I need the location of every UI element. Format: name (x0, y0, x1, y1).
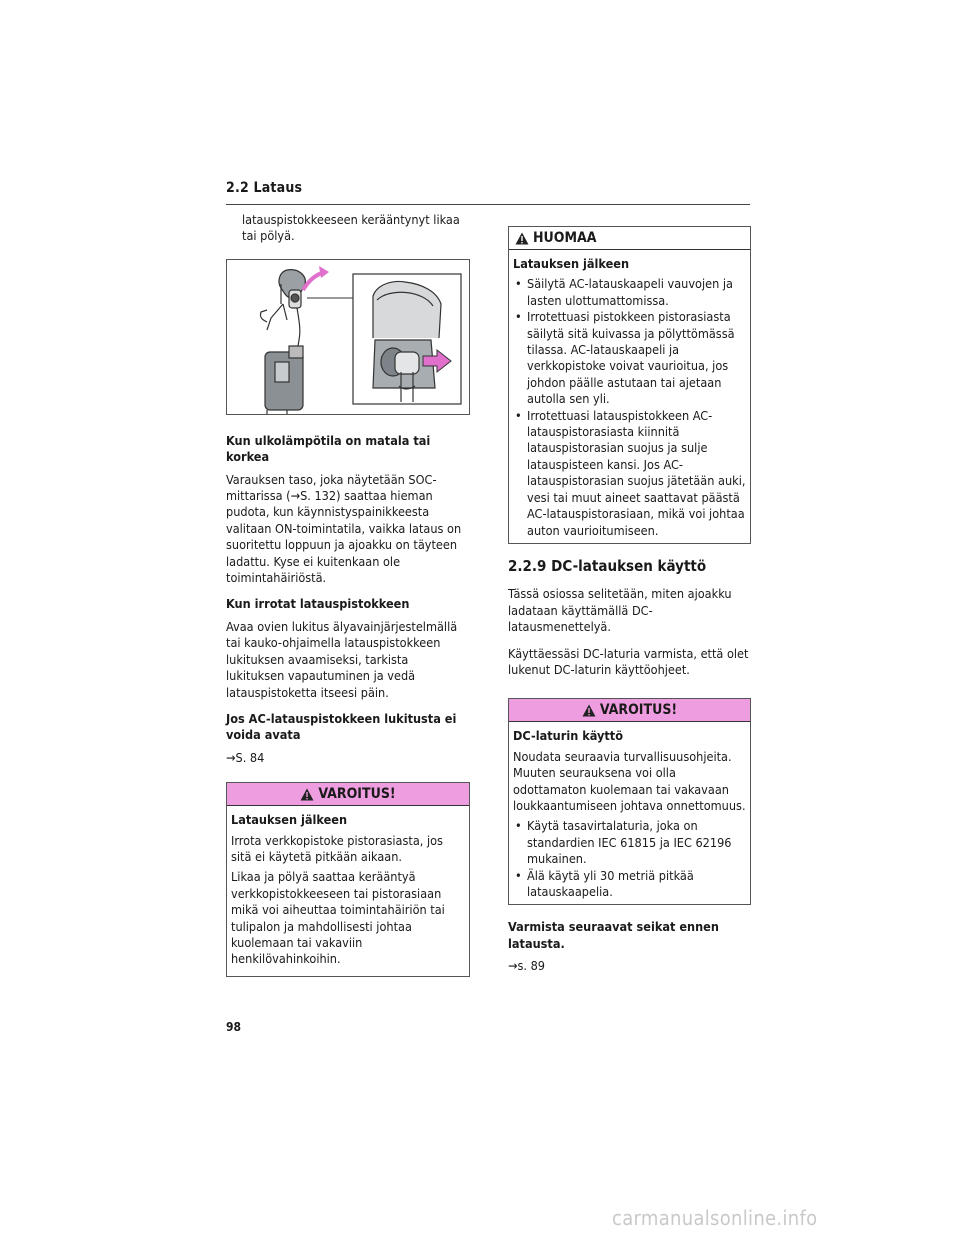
warning-title-bar (509, 699, 750, 722)
charging-plug-figure (226, 259, 470, 415)
list-item: • Älä käytä yli 30 metriä pitkää latauskaapelia. (513, 868, 746, 901)
list-item: • Säilytä AC-latauskaapeli vauvojen ja lasten ulottumattomissa. (513, 276, 746, 309)
warning-subtitle: Latauksen jälkeen (231, 812, 348, 828)
check-heading: Varmista seuraavat seikat ennen latausta. (508, 919, 719, 951)
warning-text: Noudata seuraavia turvallisuusohjeita. Muuten seurauksena voi olla odottamaton kuolemaan tai vakavaan loukkaantumiseen johtava onnettomuus. (513, 748, 746, 813)
warning-subtitle: DC-laturin käyttö (513, 728, 623, 744)
list-item: • Irrotettuasi latauspistokkeen AC-latauspistorasiasta kiinnitä latauspistorasian suojus ja sulje latauspisteen kansi. Jos AC-latauspistorasian suojus jätetään auki, vesi tai muut aineet saattavat päästä AC-latauspistorasiaan, mikä voi johtaa auton vaurioitumiseen. (513, 408, 746, 539)
dc-section-title: 2.2.9 DC-latauksen käyttö (508, 556, 707, 575)
charging-plug-lock-release-illustration (227, 260, 469, 414)
notice-title: HUOMAA (533, 229, 597, 246)
warning-title: VAROITUS! (318, 785, 396, 802)
warning-triangle-icon (300, 788, 314, 801)
list-item: • Irrotettuasi pistokkeen pistorasiasta säilytä sitä kuivassa ja pölyttömässä tilassa. AC-latauskaapeli ja verkkopistoke voivat vaurioitua, jos johdon päälle astutaan tai ajetaan autolla sen yli. (513, 309, 746, 407)
low-temp-text: Varauksen taso, joka näytetään SOC-mittarissa (→S. 132) saattaa hieman pudota, kun käynnistyspainikkeesta valitaan ON-toimintatila, vaikka lataus on suoritettu loppuun ja ajoakku on täyteen ladattu. Kyse ei kuitenkaan ole toimintahäiriöstä. (226, 471, 462, 586)
intro-text: latauspistokkeeseen kerääntynyt likaa tai pölyä. (242, 212, 460, 244)
warning-box-left (226, 782, 470, 977)
warning-box-right (508, 698, 751, 905)
notice-title-bar (509, 227, 750, 250)
lock-release-ref: →S. 84 (226, 749, 265, 765)
section-title: 2.2 Lataus (226, 180, 303, 196)
watermark-text: carmanualsonline.info (612, 1206, 818, 1230)
remove-plug-text: Avaa ovien lukitus älyavainjärjestelmällä tai kauko-ohjaimella latauspistokkeen lukituksen avaamiseksi, tarkista lukituksen vapautuminen ja vedä latauspistoketta itseesi päin. (226, 618, 458, 700)
page-number: 98 (226, 1020, 242, 1034)
check-ref: →s. 89 (508, 958, 546, 974)
dc-intro-text: Tässä osiossa selitetään, miten ajoakku ladataan käyttämällä DC-latausmenettelyä. (508, 586, 732, 635)
list-item: • Käytä tasavirtalaturia, joka on standardien IEC 61815 ja IEC 62196 mukainen. (513, 818, 746, 867)
warning-title: VAROITUS! (599, 702, 678, 719)
notice-list (513, 276, 746, 539)
warning-list (513, 818, 746, 900)
lock-release-heading: Jos AC-latauspistokkeen lukitusta ei voida avata (226, 710, 457, 743)
warning-title-bar (227, 783, 469, 806)
notice-triangle-icon (515, 232, 529, 245)
right-column (508, 226, 751, 985)
left-column (226, 212, 470, 991)
warning-text-1: Irrota verkkopistoke pistorasiasta, jos sitä ei käytetä pitkään aikaan. (231, 832, 443, 864)
low-temp-heading: Kun ulkolämpötila on matala tai korkea (226, 432, 431, 465)
remove-plug-heading: Kun irrotat latauspistokkeen (226, 596, 410, 612)
notice-box (508, 226, 751, 544)
dc-instructions-text: Käyttäessäsi DC-laturia varmista, että olet lukenut DC-laturin käyttöohjeet. (508, 645, 749, 677)
section-header (226, 178, 750, 205)
warning-text-2: Likaa ja pölyä saattaa kerääntyä verkkopistokkeeseen tai pistorasiaan mikä voi aiheuttaa toimintahäiriön tai tulipalon ja mahdollisesti johtaa kuolemaan tai vakaviin henkilövahinkoihin. (231, 869, 445, 967)
notice-subtitle: Latauksen jälkeen (513, 256, 630, 271)
warning-triangle-icon (582, 704, 596, 717)
